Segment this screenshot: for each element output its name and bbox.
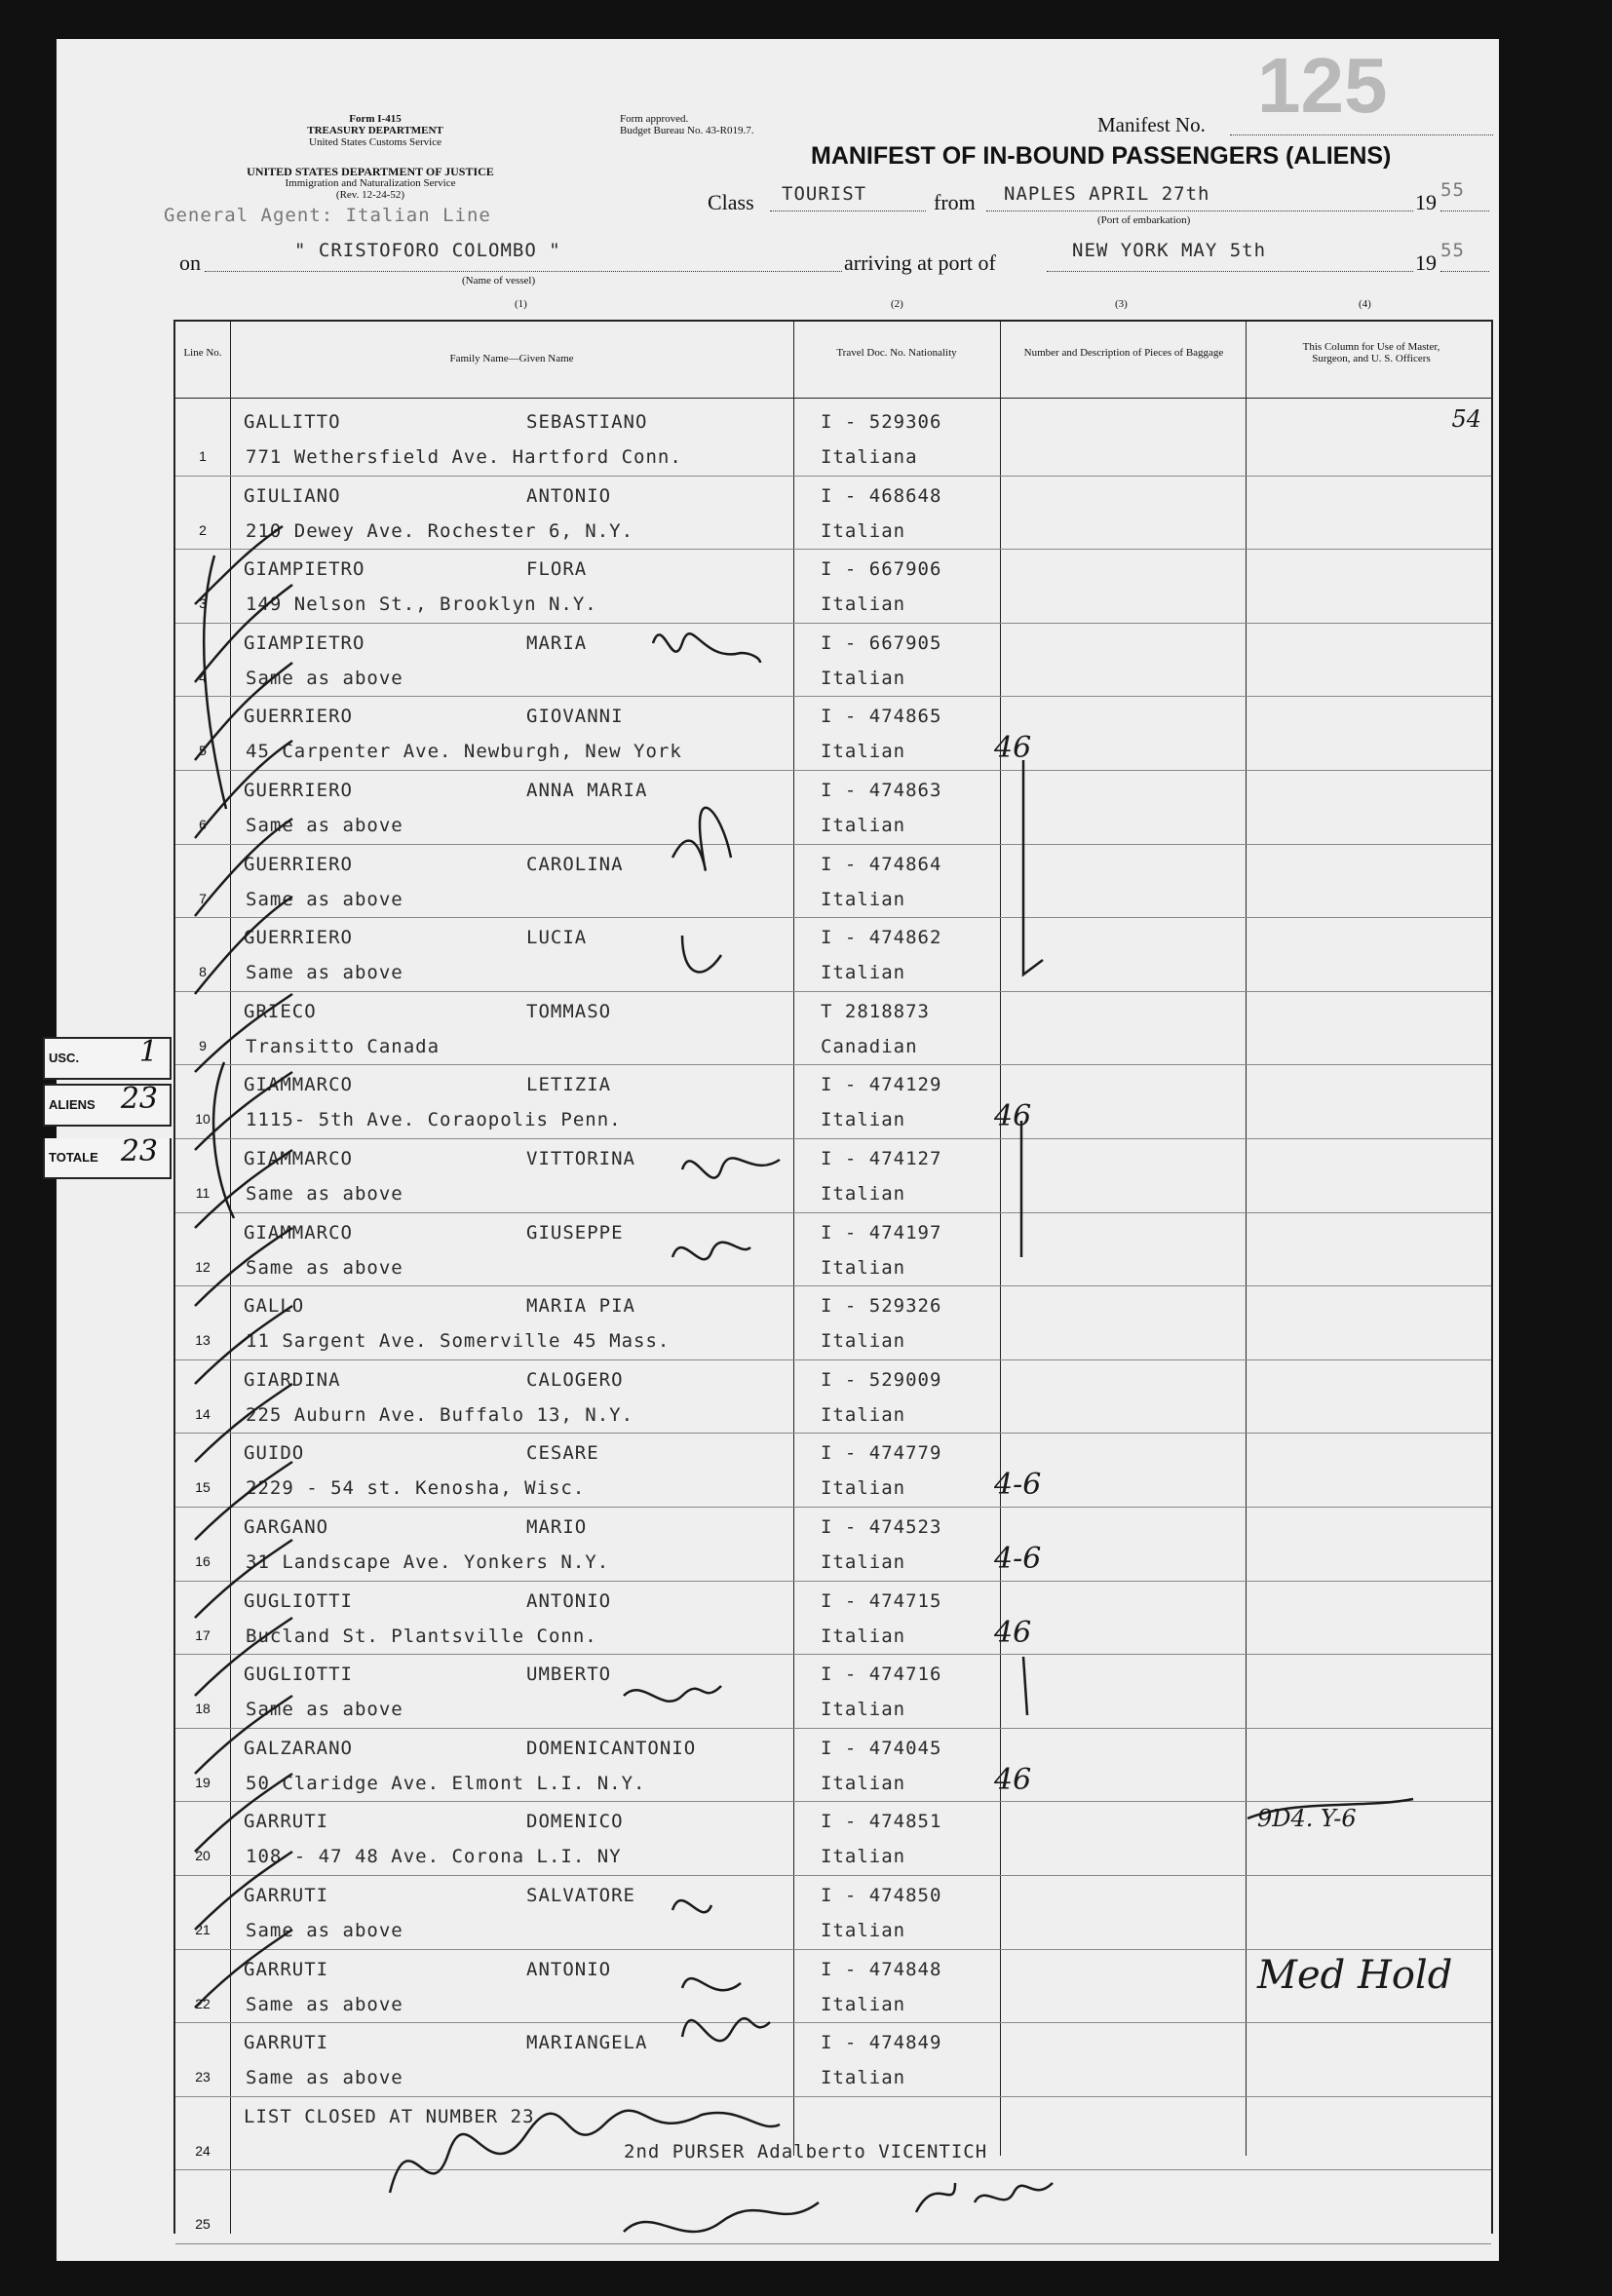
row-divider xyxy=(175,1138,1491,1139)
family-name: GUGLIOTTI xyxy=(244,1589,353,1612)
col-divider-doc xyxy=(1000,320,1001,2156)
nationality: Italian xyxy=(821,1403,906,1426)
baggage-count: 46 xyxy=(994,1762,1032,1797)
nationality: Italian xyxy=(821,1699,906,1721)
row-divider xyxy=(175,2096,1491,2097)
on-label: on xyxy=(179,250,201,275)
travel-doc-number: I - 474865 xyxy=(821,706,942,728)
line-number: 24 xyxy=(195,2142,211,2159)
nationality: Italian xyxy=(821,962,906,984)
form-number: Form I-415 xyxy=(349,113,402,125)
row-divider xyxy=(175,1801,1491,1802)
nationality: Italian xyxy=(821,593,906,616)
nationality: Italian xyxy=(821,1183,906,1205)
travel-doc-number: I - 474129 xyxy=(821,1074,942,1096)
given-name: MARIA xyxy=(526,631,588,654)
address: Same as above xyxy=(246,1183,403,1205)
baggage-count: 46 xyxy=(994,1099,1032,1134)
travel-doc-number: T 2818873 xyxy=(821,1000,930,1022)
nationality: Canadian xyxy=(821,1035,918,1057)
approval-block xyxy=(620,113,753,136)
line-number: 8 xyxy=(199,964,207,980)
travel-doc-number: I - 474045 xyxy=(821,1737,942,1759)
nationality: Italian xyxy=(821,888,906,910)
arriving-value: NEW YORK MAY 5th xyxy=(1072,240,1267,261)
family-name: GUERRIERO xyxy=(244,706,353,728)
given-name: FLORA xyxy=(526,558,588,581)
class-label: Class xyxy=(708,190,754,214)
row-divider xyxy=(175,2243,1491,2244)
travel-doc-number: I - 474849 xyxy=(821,2032,942,2054)
officer-notes: 54 xyxy=(1451,405,1481,433)
justice-dept: UNITED STATES DEPARTMENT OF JUSTICE xyxy=(247,165,494,178)
family-name: GIAMPIETRO xyxy=(244,631,365,654)
nationality: Italian xyxy=(821,1625,906,1647)
line-number: 21 xyxy=(195,1922,211,1937)
row-divider xyxy=(175,2022,1491,2023)
family-name: GALLO xyxy=(244,1295,305,1318)
row-divider xyxy=(175,844,1491,845)
family-name: GIARDINA xyxy=(244,1368,341,1391)
row-divider xyxy=(175,1875,1491,1876)
nationality: Italian xyxy=(821,2067,906,2089)
nationality: Italian xyxy=(821,741,906,763)
col-num-2: (2) xyxy=(891,298,903,310)
tally-usc xyxy=(43,1037,172,1080)
from-label: from xyxy=(934,190,976,214)
address: Same as above xyxy=(246,1993,403,2015)
given-name: GIOVANNI xyxy=(526,706,624,728)
travel-doc-number: I - 474851 xyxy=(821,1811,942,1833)
line-number: 19 xyxy=(195,1774,211,1790)
address: 45 Carpenter Ave. Newburgh, New York xyxy=(246,741,682,763)
arriving-year-line xyxy=(1440,271,1489,272)
family-name: GALLITTO xyxy=(244,411,341,433)
line-number: 10 xyxy=(195,1111,211,1128)
line-number: 5 xyxy=(199,743,207,759)
row-divider xyxy=(175,1654,1491,1655)
given-name: UMBERTO xyxy=(526,1664,612,1686)
address: 11 Sargent Ave. Somerville 45 Mass. xyxy=(246,1330,671,1353)
row-divider xyxy=(175,2169,1491,2170)
col-header-travel-doc: Travel Doc. No. Nationality xyxy=(836,347,957,359)
line-number: 14 xyxy=(195,1405,211,1422)
line-number: 23 xyxy=(195,2069,211,2086)
address: Same as above xyxy=(246,1256,403,1279)
family-name: GALZARANO xyxy=(244,1737,353,1759)
travel-doc-number: I - 474850 xyxy=(821,1885,942,1906)
year-line xyxy=(1440,210,1489,211)
year-prefix: 19 xyxy=(1415,190,1437,214)
address: 225 Auburn Ave. Buffalo 13, N.Y. xyxy=(246,1403,634,1426)
address: 1115- 5th Ave. Coraopolis Penn. xyxy=(246,1109,622,1131)
given-name: MARIA PIA xyxy=(526,1295,635,1318)
tally-total-label: TOTALE xyxy=(49,1150,98,1165)
baggage-count: 4-6 xyxy=(994,1542,1042,1576)
given-name: CAROLINA xyxy=(526,853,624,875)
line-number: 22 xyxy=(195,1995,211,2011)
given-name: LETIZIA xyxy=(526,1074,612,1096)
col-num-1: (1) xyxy=(515,298,527,310)
travel-doc-number: I - 474523 xyxy=(821,1516,942,1538)
given-name: CALOGERO xyxy=(526,1368,624,1391)
table-top-border xyxy=(173,320,1493,322)
manifest-title: MANIFEST OF IN-BOUND PASSENGERS (ALIENS) xyxy=(811,142,1392,170)
row-divider xyxy=(175,991,1491,992)
address: 50 Claridge Ave. Elmont L.I. N.Y. xyxy=(246,1772,646,1794)
given-name: ANNA MARIA xyxy=(526,780,648,801)
address: Same as above xyxy=(246,667,403,689)
arriving-line xyxy=(1047,271,1413,272)
manifest-no-label: Manifest No. xyxy=(1097,113,1206,136)
vessel-value: " CRISTOFORO COLOMBO " xyxy=(294,240,561,261)
line-number: 16 xyxy=(195,1553,211,1569)
ins-service: Immigration and Naturalization Service xyxy=(285,177,456,189)
travel-doc-number: I - 474863 xyxy=(821,780,942,801)
row-divider xyxy=(175,1212,1491,1213)
family-name: GIAMPIETRO xyxy=(244,558,365,581)
justice-block xyxy=(171,166,570,201)
family-name: GUGLIOTTI xyxy=(244,1664,353,1686)
family-name: GUERRIERO xyxy=(244,927,353,949)
from-line xyxy=(986,210,1413,211)
form-approved: Form approved. xyxy=(620,113,689,125)
col-header-line: Line No. xyxy=(183,347,222,359)
treasury-dept: TREASURY DEPARTMENT xyxy=(307,125,443,136)
travel-doc-number: I - 474197 xyxy=(821,1221,942,1244)
row-divider xyxy=(175,476,1491,477)
line-number: 6 xyxy=(199,817,207,832)
address: 149 Nelson St., Brooklyn N.Y. xyxy=(246,593,597,616)
line-number: 2 xyxy=(199,521,207,538)
family-name: GARRUTI xyxy=(244,1958,329,1980)
nationality: Italian xyxy=(821,815,906,836)
line-number: 17 xyxy=(195,1626,211,1643)
tally-usc-label: USC. xyxy=(49,1051,80,1065)
nationality: Italian xyxy=(821,1772,906,1794)
address: 2229 - 54 st. Kenosha, Wisc. xyxy=(246,1477,586,1500)
line-number: 12 xyxy=(195,1258,211,1275)
nationality: Italian xyxy=(821,667,906,689)
address: Same as above xyxy=(246,815,403,836)
given-name: ANTONIO xyxy=(526,484,612,507)
travel-doc-number: I - 667905 xyxy=(821,631,942,654)
travel-doc-number: I - 529326 xyxy=(821,1295,942,1318)
tally-usc-value: 1 xyxy=(138,1035,158,1069)
nationality: Italian xyxy=(821,1993,906,2015)
row-divider xyxy=(175,696,1491,697)
line-number: 15 xyxy=(195,1479,211,1496)
budget-bureau: Budget Bureau No. 43-R019.7. xyxy=(620,125,754,136)
family-name: GARRUTI xyxy=(244,1811,329,1833)
address: Same as above xyxy=(246,888,403,910)
travel-doc-number: I - 529306 xyxy=(821,411,942,433)
travel-doc-number: I - 474716 xyxy=(821,1664,942,1686)
family-name: GIAMMARCO xyxy=(244,1148,353,1169)
address: Same as above xyxy=(246,962,403,984)
travel-doc-number: I - 474864 xyxy=(821,853,942,875)
col-header-name: Family Name—Given Name xyxy=(449,353,574,364)
travel-doc-number: I - 474862 xyxy=(821,927,942,949)
arriving-year-value: 55 xyxy=(1440,240,1465,261)
table-right-border xyxy=(1491,320,1493,2234)
tally-total xyxy=(43,1134,172,1179)
baggage-count: 46 xyxy=(994,1615,1032,1650)
address: 108 - 47 48 Ave. Corona L.I. NY xyxy=(246,1846,622,1868)
address: 210 Dewey Ave. Rochester 6, N.Y. xyxy=(246,519,634,542)
address: 771 Wethersfield Ave. Hartford Conn. xyxy=(246,446,682,468)
given-name: MARIANGELA xyxy=(526,2032,648,2054)
arriving-year-prefix: 19 xyxy=(1415,250,1437,275)
nationality: Italiana xyxy=(821,446,918,468)
table-header-border xyxy=(173,398,1493,399)
nationality: Italian xyxy=(821,1477,906,1500)
travel-doc-number: I - 474715 xyxy=(821,1589,942,1612)
line-number: 7 xyxy=(199,890,207,906)
line-number: 25 xyxy=(195,2216,211,2233)
row-divider xyxy=(175,623,1491,624)
row-divider xyxy=(175,1359,1491,1360)
vessel-caption: (Name of vessel) xyxy=(462,275,536,287)
family-name: GUIDO xyxy=(244,1442,305,1465)
nationality: Italian xyxy=(821,519,906,542)
col-divider-name xyxy=(793,320,794,2156)
address: 2nd PURSER Adalberto VICENTICH xyxy=(624,2140,988,2162)
agent-value: General Agent: Italian Line xyxy=(164,205,491,226)
given-name: MARIO xyxy=(526,1516,588,1538)
arriving-label: arriving at port of xyxy=(844,250,996,275)
nationality: Italian xyxy=(821,1256,906,1279)
row-divider xyxy=(175,1581,1491,1582)
baggage-count: 46 xyxy=(994,731,1032,766)
row-divider xyxy=(175,1285,1491,1286)
row-divider xyxy=(175,917,1491,918)
from-value: NAPLES APRIL 27th xyxy=(1004,183,1210,205)
col-num-3: (3) xyxy=(1115,298,1128,310)
given-name: SEBASTIANO xyxy=(526,411,648,433)
given-name: VITTORINA xyxy=(526,1148,635,1169)
class-line xyxy=(770,210,926,211)
family-name: GIAMMARCO xyxy=(244,1074,353,1096)
given-name: DOMENICANTONIO xyxy=(526,1737,697,1759)
line-number: 20 xyxy=(195,1848,211,1864)
officer-notes: 9D4. Y-6 xyxy=(1257,1805,1357,1833)
family-name: GRIECO xyxy=(244,1000,317,1022)
nationality: Italian xyxy=(821,1109,906,1131)
family-name: GARGANO xyxy=(244,1516,329,1538)
port-embark-caption: (Port of embarkation) xyxy=(1097,214,1191,226)
travel-doc-number: I - 474848 xyxy=(821,1958,942,1980)
given-name: TOMMASO xyxy=(526,1000,612,1022)
row-divider xyxy=(175,549,1491,550)
line-number: 4 xyxy=(199,669,207,685)
address: 31 Landscape Ave. Yonkers N.Y. xyxy=(246,1551,610,1573)
line-number: 13 xyxy=(195,1332,211,1349)
nationality: Italian xyxy=(821,1330,906,1353)
nationality: Italian xyxy=(821,1551,906,1573)
family-name: GIULIANO xyxy=(244,484,341,507)
col-divider-baggage xyxy=(1246,320,1247,2156)
travel-doc-number: I - 468648 xyxy=(821,484,942,507)
baggage-count: 4-6 xyxy=(994,1468,1042,1503)
address: Same as above xyxy=(246,2067,403,2089)
row-divider xyxy=(175,1433,1491,1434)
year-value: 55 xyxy=(1440,179,1465,201)
address: Same as above xyxy=(246,1699,403,1721)
line-number: 9 xyxy=(199,1037,207,1053)
travel-doc-number: I - 529009 xyxy=(821,1368,942,1391)
travel-doc-number: I - 474779 xyxy=(821,1442,942,1465)
col-header-baggage: Number and Description of Pieces of Baggage xyxy=(1023,347,1224,359)
tally-total-value: 23 xyxy=(120,1134,158,1168)
given-name: ANTONIO xyxy=(526,1589,612,1612)
travel-doc-number: I - 667906 xyxy=(821,558,942,581)
row-divider xyxy=(175,1064,1491,1065)
tally-aliens-label: ALIENS xyxy=(49,1097,96,1112)
given-name: SALVATORE xyxy=(526,1885,635,1906)
family-name: LIST CLOSED AT NUMBER 23 xyxy=(244,2105,535,2127)
family-name: GUERRIERO xyxy=(244,780,353,801)
given-name: CESARE xyxy=(526,1442,599,1465)
address: Transitto Canada xyxy=(246,1035,441,1057)
row-divider xyxy=(175,1507,1491,1508)
travel-doc-number: I - 474127 xyxy=(821,1148,942,1169)
revision-date: (Rev. 12-24-52) xyxy=(335,189,405,201)
line-number: 18 xyxy=(195,1701,211,1717)
row-divider xyxy=(175,770,1491,771)
col-divider-line xyxy=(230,320,231,2234)
nationality: Italian xyxy=(821,1846,906,1868)
family-name: GUERRIERO xyxy=(244,853,353,875)
family-name: GIAMMARCO xyxy=(244,1221,353,1244)
class-value: TOURIST xyxy=(782,183,867,205)
row-divider xyxy=(175,1949,1491,1950)
nationality: Italian xyxy=(821,1920,906,1941)
family-name: GARRUTI xyxy=(244,2032,329,2054)
given-name: DOMENICO xyxy=(526,1811,624,1833)
col-header-officers: This Column for Use of Master, Surgeon, and U. S. Officers xyxy=(1302,341,1440,364)
address: Same as above xyxy=(246,1920,403,1941)
given-name: ANTONIO xyxy=(526,1958,612,1980)
tally-aliens xyxy=(43,1084,172,1127)
line-number: 11 xyxy=(195,1185,211,1201)
col-num-4: (4) xyxy=(1359,298,1371,310)
officer-notes: Med Hold xyxy=(1257,1952,1453,1998)
family-name: GARRUTI xyxy=(244,1885,329,1906)
manifest-no-line xyxy=(1230,134,1493,135)
address: Bucland St. Plantsville Conn. xyxy=(246,1625,597,1647)
given-name: GIUSEPPE xyxy=(526,1221,624,1244)
row-divider xyxy=(175,1728,1491,1729)
given-name: LUCIA xyxy=(526,927,588,949)
form-block xyxy=(244,113,507,148)
tally-aliens-value: 23 xyxy=(120,1082,158,1116)
customs-service: United States Customs Service xyxy=(309,136,441,148)
line-number: 3 xyxy=(199,595,207,612)
vessel-line xyxy=(205,271,842,272)
line-number: 1 xyxy=(199,448,207,464)
manifest-no-stamp: 125 xyxy=(1257,42,1388,129)
